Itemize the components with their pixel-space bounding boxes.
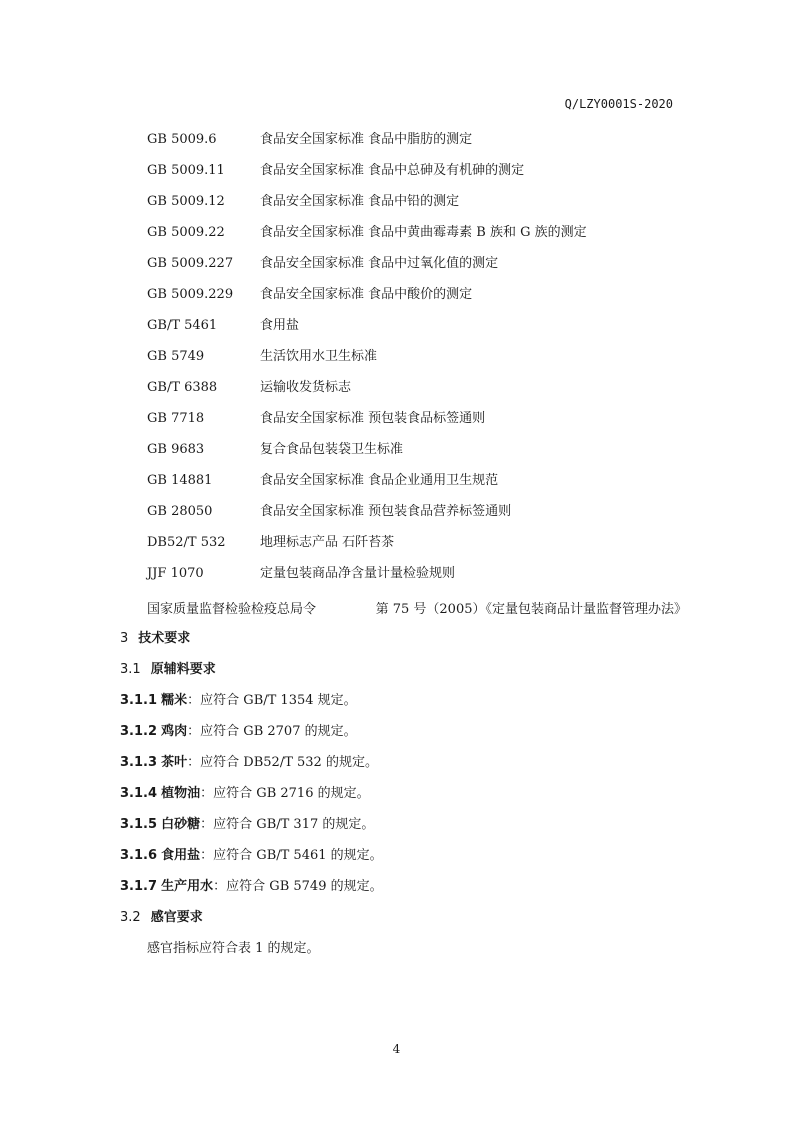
technical-requirements [120,629,680,970]
reference-code: GB/T 6388 [147,380,218,395]
material-number: 3.1.6 [120,848,158,863]
reference-code: DB52/T 532 [147,535,226,550]
reference-title: 食品安全国家标准 食品中过氧化值的测定 [260,256,499,271]
section-title: 技术要求 [138,631,191,646]
reference-title: 食品安全国家标准 食品中铅的测定 [260,194,460,209]
reference-row [147,409,687,440]
reference-row [147,161,687,192]
sensory-requirement-text: 感官指标应符合表 1 的规定。 [147,941,320,956]
regulation-decree: 第 75 号（2005）《定量包装商品计量监督管理办法》 [375,602,687,617]
subsection-heading [120,660,680,691]
reference-title: 食品安全国家标准 食品企业通用卫生规范 [260,473,499,488]
reference-row [147,502,687,533]
material-number: 3.1.5 [120,817,158,832]
reference-title: 食品安全国家标准 食品中总砷及有机砷的测定 [260,163,525,178]
reference-code: GB 9683 [147,442,205,457]
material-requirement: ：应符合 GB/T 5461 的规定。 [200,848,383,863]
subsection-title: 原辅料要求 [150,662,216,677]
material-item [120,784,680,815]
reference-row [147,192,687,223]
reference-title: 地理标志产品 石阡苔茶 [260,535,395,550]
regulation-authority: 国家质量监督检验检疫总局令 [147,602,317,617]
reference-code: GB 5009.227 [147,256,234,271]
regulation-note [147,598,687,617]
reference-row [147,347,687,378]
material-number: 3.1.3 [120,755,158,770]
reference-title: 食品安全国家标准 食品中黄曲霉毒素 B 族和 G 族的测定 [260,225,587,240]
material-name: 白砂糖 [161,817,201,832]
material-item [120,691,680,722]
material-requirement: ：应符合 GB/T 1354 规定。 [187,693,357,708]
subsection-number: 3.2 [120,910,141,925]
reference-code: GB 5009.12 [147,194,225,209]
reference-title: 运输收发货标志 [260,380,352,395]
material-requirement: ：应符合 DB52/T 532 的规定。 [187,755,378,770]
material-name: 茶叶 [161,755,188,770]
material-item [120,722,680,753]
subsection-title: 感官要求 [150,910,203,925]
reference-title: 复合食品包装袋卫生标准 [260,442,404,457]
reference-code: GB 5009.6 [147,132,217,147]
reference-row [147,316,687,347]
reference-title: 定量包装商品净含量计量检验规则 [260,566,456,581]
material-item [120,877,680,908]
reference-row [147,564,687,595]
material-item [120,753,680,784]
reference-row [147,471,687,502]
reference-code: GB 7718 [147,411,205,426]
material-name: 食用盐 [161,848,201,863]
reference-row [147,378,687,409]
subsection-heading [120,908,680,939]
reference-code: GB 5009.11 [147,163,225,178]
reference-code: GB 5009.22 [147,225,225,240]
reference-code: GB/T 5461 [147,318,218,333]
reference-row [147,285,687,316]
material-number: 3.1.7 [120,879,158,894]
reference-title: 生活饮用水卫生标准 [260,349,378,364]
material-number: 3.1.2 [120,724,158,739]
reference-code: JJF 1070 [147,566,204,581]
reference-code: GB 14881 [147,473,213,488]
reference-code: GB 28050 [147,504,213,519]
material-requirement: ：应符合 GB 2716 的规定。 [200,786,370,801]
material-name: 鸡肉 [161,724,188,739]
reference-code: GB 5749 [147,349,205,364]
material-requirement: ：应符合 GB 2707 的规定。 [187,724,357,739]
reference-title: 食用盐 [260,318,300,333]
material-name: 植物油 [161,786,201,801]
section-number: 3 [120,631,129,646]
normative-references-list [147,130,687,595]
subsection-number: 3.1 [120,662,141,677]
material-name: 糯米 [161,693,188,708]
section-heading [120,629,680,660]
reference-row [147,254,687,285]
material-item [120,846,680,877]
reference-row [147,223,687,254]
material-number: 3.1.1 [120,693,158,708]
material-requirement: ：应符合 GB/T 317 的规定。 [200,817,375,832]
reference-title: 食品安全国家标准 食品中酸价的测定 [260,287,473,302]
material-item [120,815,680,846]
reference-row [147,533,687,564]
reference-title: 食品安全国家标准 食品中脂肪的测定 [260,132,473,147]
reference-code: GB 5009.229 [147,287,234,302]
document-code: Q/LZY0001S-2020 [564,97,673,111]
material-name: 生产用水 [161,879,214,894]
reference-title: 食品安全国家标准 预包装食品营养标签通则 [260,504,512,519]
reference-title: 食品安全国家标准 预包装食品标签通则 [260,411,486,426]
material-number: 3.1.4 [120,786,158,801]
reference-row [147,130,687,161]
page-number: 4 [392,1042,401,1056]
material-requirement: ：应符合 GB 5749 的规定。 [213,879,383,894]
reference-row [147,440,687,471]
